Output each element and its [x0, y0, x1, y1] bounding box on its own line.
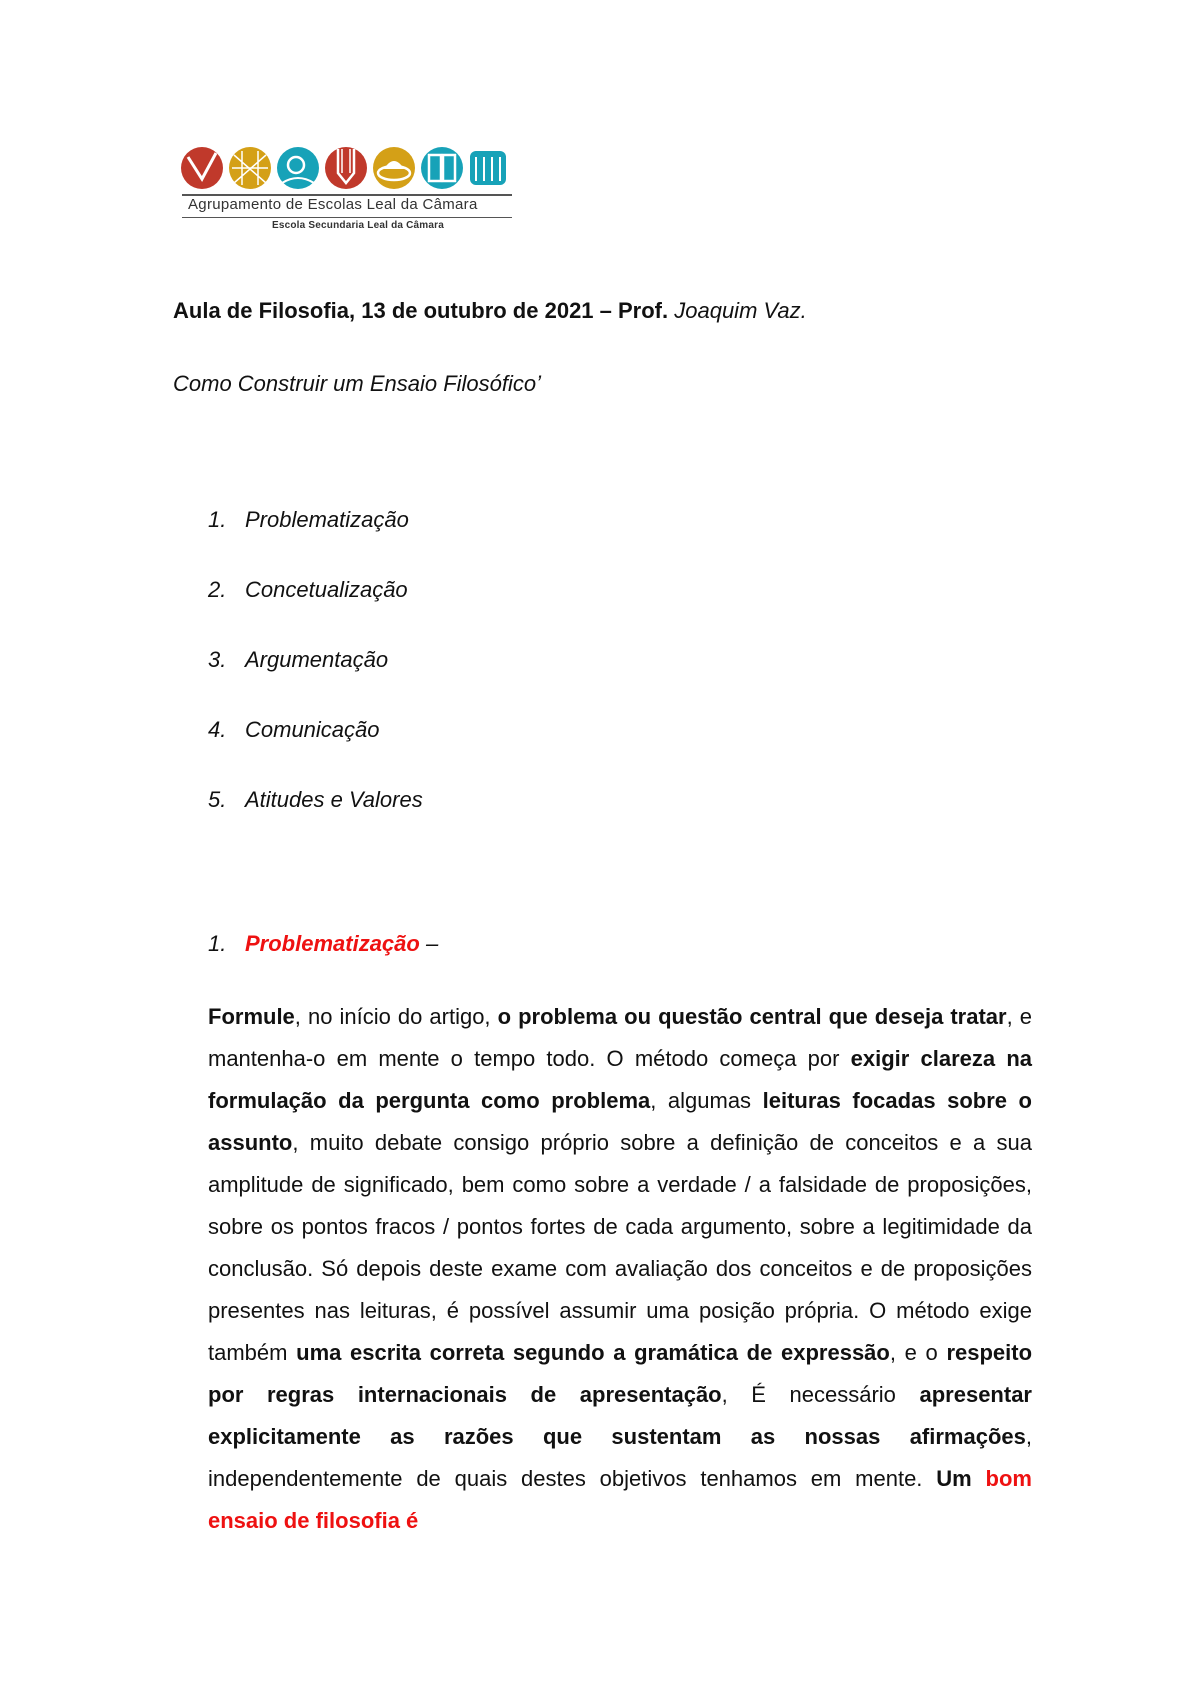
paragraph-text-span: , e mantenha-o em mente o tempo todo. O método começa por [208, 1004, 1033, 1071]
school-group-name: Agrupamento de Escolas Leal da Câmara [188, 196, 478, 213]
paragraph-bold-span: respeito por regras internacionais de apresentação [208, 1340, 1033, 1407]
list-item-label: Comunicação [245, 717, 380, 742]
globe-icon [277, 147, 319, 189]
section-heading [208, 931, 438, 957]
logo-divider [182, 217, 512, 218]
list-item-number: 5. [208, 787, 227, 812]
section-dash: – [419, 931, 439, 956]
paragraph-text-span: , independentemente de quais destes objetivos tenhamos em mente. [208, 1424, 1032, 1491]
section-number: 1. [208, 931, 227, 956]
list-item-number: 3. [208, 647, 227, 672]
section-title: Problematização [245, 931, 420, 956]
document-subtitle: Como Construir um Ensaio Filosófico’ [173, 371, 542, 396]
teacher-name: Joaquim Vaz. [674, 298, 807, 323]
paragraph-bold-span: o problema ou questão central que deseja tratar [497, 1004, 1007, 1029]
school-logo [178, 143, 518, 235]
paragraph-bold-span: leituras focadas sobre o assunto [208, 1088, 1032, 1155]
paragraph-text-span: , no início do artigo, [294, 1004, 498, 1029]
list-item-label: Problematização [245, 507, 409, 532]
paragraph-bold-span: apresentar explicitamente as razões que sustentam as nossas afirmações [208, 1382, 1032, 1449]
paragraph-text-span: , muito debate consigo próprio sobre a definição de conceitos e a sua amplitude de significado, bem como sobre a verdade / a falsidade de proposições, sobre os pontos fracos / pontos fortes de cada argumento, sobre a legitimidade da conclusão. Só depois deste exame com avaliação dos conceitos e de proposições presentes nas leituras, é possível assumir uma posição própria. O método exige também [208, 1130, 1032, 1365]
list-item-label: Argumentação [245, 647, 389, 672]
list-item-label: Atitudes e Valores [245, 787, 423, 812]
list-item-number: 1. [208, 507, 227, 532]
lesson-header [173, 298, 807, 324]
school-emblem-icons [178, 143, 514, 193]
lesson-title: Aula de Filosofia, 13 de outubro de 2021 – Prof. [173, 298, 669, 323]
paragraph-bold-span: uma escrita correta segundo a gramática de expressão [296, 1340, 890, 1365]
lattice-icon [229, 147, 271, 189]
school-name: Escola Secundaria Leal da Câmara [271, 220, 445, 231]
pencil-icon [325, 147, 367, 189]
food-icon [373, 147, 415, 189]
paragraph-bold-span: Formule [208, 1004, 295, 1029]
list-item-number: 4. [208, 717, 227, 742]
quill-icon [181, 147, 223, 189]
body-paragraph [208, 996, 1032, 1542]
paragraph-text-span: , e o [889, 1340, 947, 1365]
list-item-number: 2. [208, 577, 227, 602]
list-item-label: Concetualização [245, 577, 408, 602]
paragraph-highlight-span: bom ensaio de filosofia é [208, 1466, 1032, 1533]
book-icon [421, 147, 463, 189]
paragraph-text-span: , É necessário [721, 1382, 920, 1407]
paragraph-bold-span: exigir clareza na formulação da pergunta como problema [208, 1046, 1033, 1113]
paragraph-bold-span: Um [936, 1466, 972, 1491]
paragraph-text-span: , algumas [650, 1088, 763, 1113]
emblem-extra-icon [470, 151, 506, 185]
